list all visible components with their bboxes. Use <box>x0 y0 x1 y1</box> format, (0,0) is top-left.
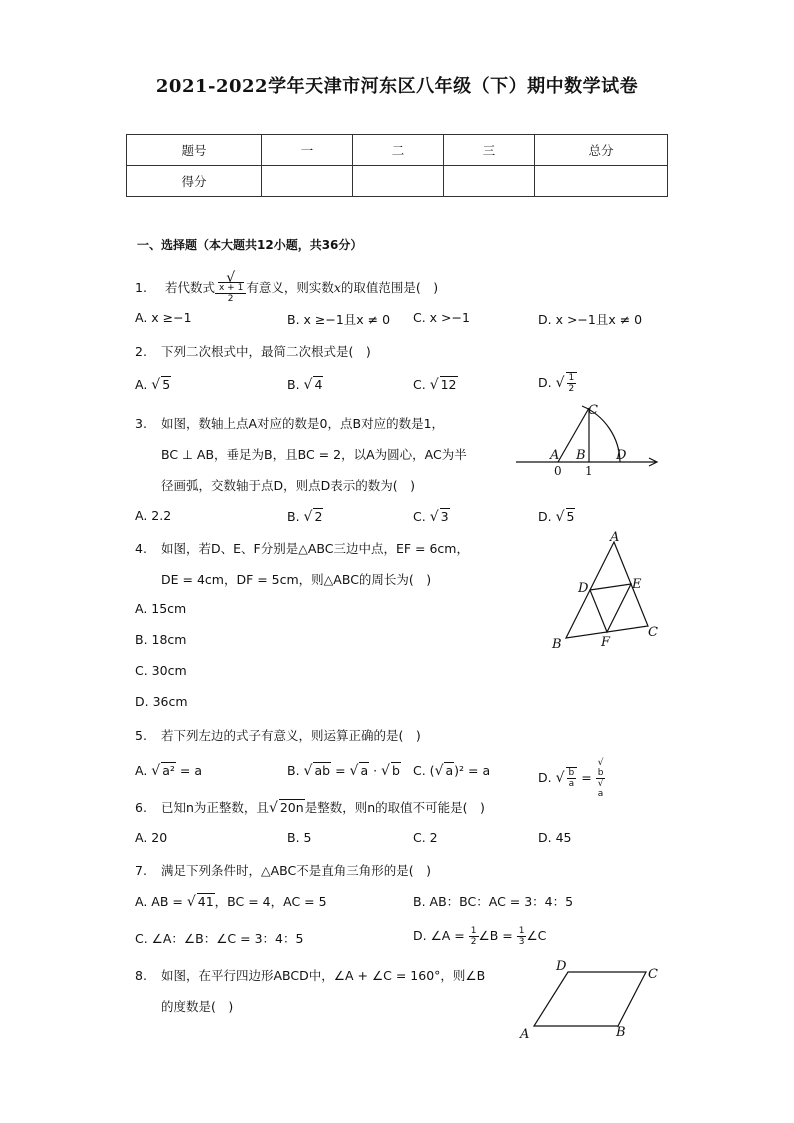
fraction: √ x + 1 2 <box>215 273 246 304</box>
option-c[interactable]: C. ∠A：∠B：∠C = 3：4：5 <box>135 931 304 946</box>
label-d: D <box>578 581 589 596</box>
label-d: D <box>556 959 567 974</box>
tick-0: 0 <box>554 464 562 478</box>
question-text: 如图，若D、E、F分别是△ABC三边中点，EF = 6cm， <box>161 541 469 556</box>
option-a[interactable]: A. AB = √ 41，BC = 4，AC = 5 <box>135 894 327 910</box>
option-b[interactable]: B. √ ab = √ a · √ b <box>287 763 400 779</box>
page-title: 2021-2022学年天津市河东区八年级（下）期中数学试卷 <box>155 76 639 97</box>
option-d[interactable]: D. ∠A = $\frac{1}{2}$ ∠B = $\frac{1}{3}$ ∠C <box>413 926 547 947</box>
question-text: 下列二次根式中，最简二次根式是( ) <box>161 344 371 359</box>
label-a: A <box>610 530 620 545</box>
label-c: C <box>588 403 598 418</box>
parallelogram-figure <box>514 956 674 1042</box>
question-text: DE = 4cm，DF = 5cm，则△ABC的周长为( ) <box>161 572 432 587</box>
option-a[interactable]: A. √ 5 <box>135 377 171 393</box>
question-text: 如图，数轴上点A对应的数是0，点B对应的数是1， <box>161 416 445 431</box>
table-cell: 得分 <box>127 166 262 197</box>
question-number: 4. <box>135 541 147 556</box>
question-text: 若下列左边的式子有意义，则运算正确的是( ) <box>161 728 421 743</box>
option-d[interactable]: D. 36cm <box>135 694 188 709</box>
option-c[interactable]: C. √ 3 <box>413 509 449 525</box>
option-a[interactable]: A. 2.2 <box>135 508 172 523</box>
table-cell: 三 <box>444 135 535 166</box>
table-cell-blank <box>535 166 668 197</box>
option-d[interactable]: D. √ $\frac{1}{2}$ <box>538 372 577 394</box>
question-number: 8. <box>135 968 147 983</box>
number-line-figure <box>512 400 662 480</box>
question-text: BC ⊥ AB，垂足为B，且BC = 2，以A为圆心，AC为半 <box>161 447 467 462</box>
question-2 <box>135 342 371 360</box>
label-c: C <box>648 967 658 982</box>
option-b[interactable]: B. AB：BC：AC = 3：4：5 <box>413 894 574 909</box>
section-heading: 一、选择题（本大题共12小题，共36分） <box>137 238 363 252</box>
question-5 <box>135 726 421 744</box>
table-cell: 题号 <box>127 135 262 166</box>
option-b[interactable]: B. √ 4 <box>287 377 323 393</box>
label-b: B <box>616 1025 626 1040</box>
label-c: C <box>648 625 658 640</box>
table-cell-blank <box>262 166 353 197</box>
option-d[interactable]: D. 45 <box>538 830 572 845</box>
option-d[interactable]: D. x >−1且x ≠ 0 <box>538 312 643 327</box>
table-cell: 二 <box>353 135 444 166</box>
option-a[interactable]: A. 15cm <box>135 601 187 616</box>
option-c[interactable]: C. (√ a)² = a <box>413 763 491 779</box>
option-d[interactable]: D. √ 5 <box>538 509 575 525</box>
denominator: 2 <box>227 294 234 304</box>
option-a[interactable]: A. x ≥−1 <box>135 310 192 325</box>
option-d[interactable]: D. √ $\frac{b}{a}$ = √ b √ a <box>538 758 604 799</box>
table-cell-blank <box>444 166 535 197</box>
option-b[interactable]: B. √ 2 <box>287 509 323 525</box>
table-row <box>127 135 668 166</box>
radicand: x + 1 <box>219 283 244 293</box>
question-text: 的度数是( ) <box>161 999 234 1014</box>
option-a[interactable]: A. √ a² = a <box>135 763 202 779</box>
option-b[interactable]: B. 5 <box>287 830 312 845</box>
question-text: 的取值范围是( ) <box>340 280 439 295</box>
triangle-figure <box>548 528 668 654</box>
label-a: A <box>520 1027 530 1042</box>
variable: x <box>333 280 341 295</box>
question-number: 3. <box>135 416 147 431</box>
label-a: A <box>550 448 560 463</box>
option-c[interactable]: C. 2 <box>413 830 438 845</box>
parallelogram-abcd <box>534 972 646 1026</box>
question-number: 1. <box>135 280 147 295</box>
question-text: 径画弧，交数轴于点D，则点D表示的数为( ) <box>161 478 416 493</box>
table-cell: 总分 <box>535 135 668 166</box>
label-b: B <box>552 637 562 652</box>
option-b[interactable]: B. 18cm <box>135 632 187 647</box>
radicand: 20n <box>279 800 304 815</box>
option-a[interactable]: A. 20 <box>135 830 168 845</box>
question-7 <box>135 861 431 879</box>
question-3 <box>135 414 444 432</box>
table-cell: 一 <box>262 135 353 166</box>
question-number: 2. <box>135 344 147 359</box>
label-f: F <box>601 635 611 650</box>
table-row <box>127 166 668 197</box>
triangle-def <box>590 584 631 632</box>
question-number: 5. <box>135 728 147 743</box>
option-b[interactable]: B. x ≥−1且x ≠ 0 <box>287 312 391 327</box>
label-d: D <box>616 448 627 463</box>
question-text: 有意义，则实数 <box>246 280 334 295</box>
option-c[interactable]: C. √ 12 <box>413 377 457 393</box>
question-6: 6. 已知n为正整数，且√ 20n是整数，则n的取值不可能是( ) <box>135 800 485 816</box>
label-b: B <box>576 448 586 463</box>
question-4 <box>135 539 469 557</box>
score-table <box>126 134 668 197</box>
question-number: 6. <box>135 800 147 815</box>
question-text: 若代数式 <box>164 280 215 295</box>
question-text: 如图，在平行四边形ABCD中，∠A + ∠C = 160°，则∠B <box>161 968 486 983</box>
question-8 <box>135 966 485 984</box>
question-text: 已知n为正整数，且 <box>161 800 269 815</box>
question-text: 是整数，则n的取值不可能是( ) <box>304 800 485 815</box>
question-1 <box>135 270 439 304</box>
tick-1: 1 <box>585 464 593 478</box>
table-cell-blank <box>353 166 444 197</box>
question-text: 满足下列条件时，△ABC不是直角三角形的是( ) <box>161 863 432 878</box>
option-c[interactable]: C. x >−1 <box>413 310 470 325</box>
label-e: E <box>632 577 642 592</box>
question-number: 7. <box>135 863 147 878</box>
option-c[interactable]: C. 30cm <box>135 663 187 678</box>
